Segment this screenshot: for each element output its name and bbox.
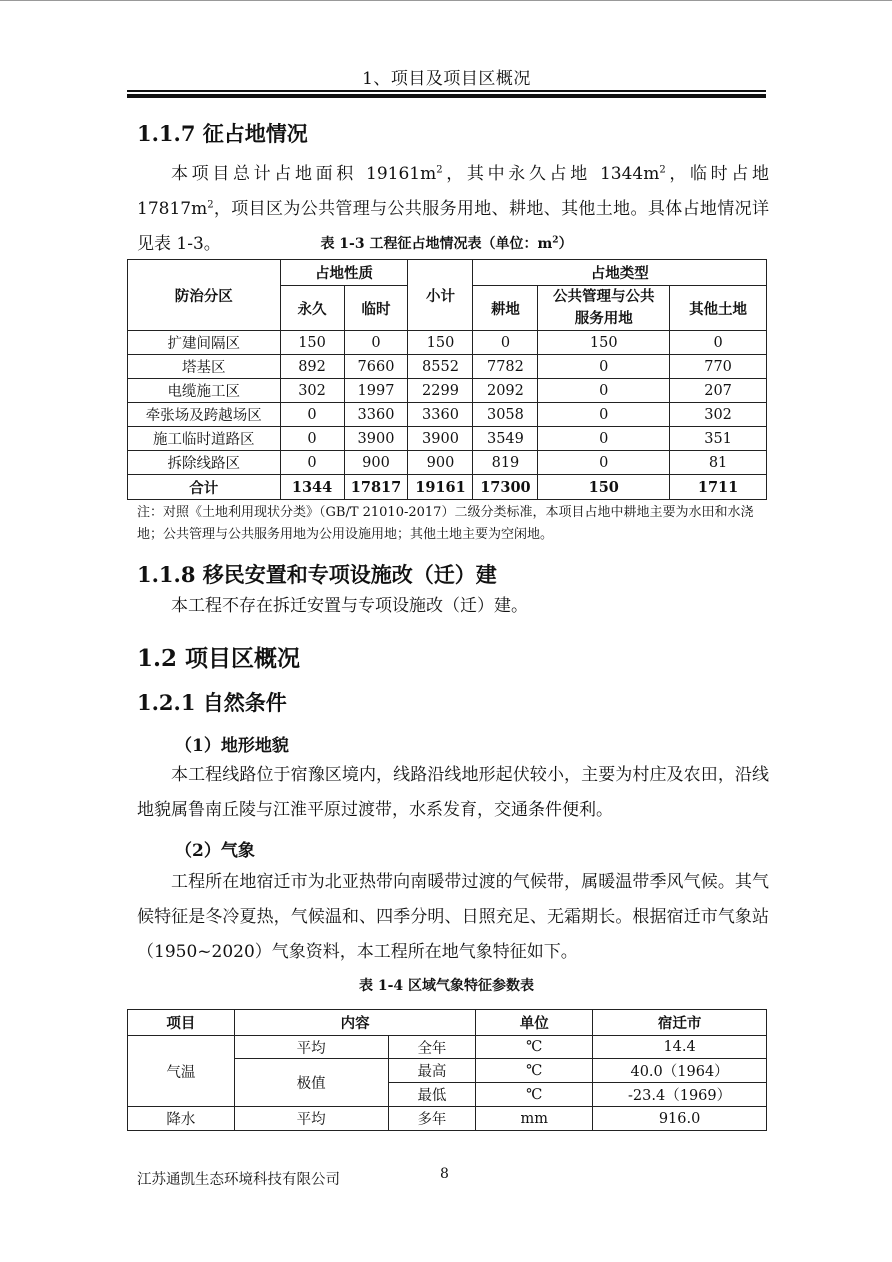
table-cell: 17300 [473, 475, 538, 500]
row-label-precipitation: 降水 [128, 1107, 235, 1131]
table-cell: 平均 [234, 1107, 388, 1131]
table-cell: 最高 [388, 1059, 476, 1083]
col-header-temporary: 临时 [344, 286, 408, 331]
table-cell: 合计 [128, 475, 281, 500]
table-cell: 3360 [408, 403, 473, 427]
table-cell: 7660 [344, 355, 408, 379]
table-cell: ℃ [476, 1036, 593, 1059]
superscript: 2 [659, 164, 666, 176]
col-header-subtotal: 小计 [408, 260, 473, 331]
table-cell: 1344 [280, 475, 344, 500]
row-label: 电缆施工区 [128, 379, 281, 403]
table-cell: 7782 [473, 355, 538, 379]
table-cell: 0 [280, 427, 344, 451]
table-cell: 0 [538, 427, 670, 451]
text-run: ，临时占地 17817m [137, 164, 770, 219]
table-cell: 351 [670, 427, 767, 451]
table-cell: ℃ [476, 1083, 593, 1107]
table-1-3-caption [127, 233, 766, 253]
col-header-public: 公共管理与公共服务用地 [538, 286, 670, 331]
table-cell: 900 [344, 451, 408, 475]
row-label: 塔基区 [128, 355, 281, 379]
heading-1-1-8: 1.1.8 移民安置和专项设施改（迁）建 [137, 562, 497, 587]
heading-1-2: 1.2 项目区概况 [137, 645, 301, 672]
table-cell: 17817 [344, 475, 408, 500]
table-cell: 1711 [670, 475, 767, 500]
table-cell: 0 [670, 331, 767, 355]
table-cell: -23.4（1969） [593, 1083, 767, 1107]
col-header-nature: 占地性质 [280, 260, 408, 286]
row-label: 施工临时道路区 [128, 427, 281, 451]
table-cell: 3360 [344, 403, 408, 427]
table-cell: 150 [538, 475, 670, 500]
table-cell: 819 [473, 451, 538, 475]
col-header-content: 内容 [234, 1010, 476, 1036]
text-run: ，项目区为公共管理与公共服务用地、耕地、其他土地。具体占地情况详见表 1-3。 [137, 199, 769, 254]
paragraph-resettlement: 本工程不存在拆迁安置与专项设施改（迁）建。 [171, 596, 528, 616]
table-cell: ℃ [476, 1059, 593, 1083]
col-header-farmland: 耕地 [473, 286, 538, 331]
row-label-temperature: 气温 [128, 1036, 235, 1107]
table-cell: 3900 [344, 427, 408, 451]
row-label: 牵张场及跨越场区 [128, 403, 281, 427]
row-label: 拆除线路区 [128, 451, 281, 475]
header-rule-thick [127, 94, 766, 98]
table-cell: 0 [344, 331, 408, 355]
table-cell: 平均 [234, 1036, 388, 1059]
table-row [128, 331, 767, 355]
caption-prefix: 表 1-3 工程征占地情况表（单位：m [320, 236, 553, 252]
table-row [128, 427, 767, 451]
table-cell: 8552 [408, 355, 473, 379]
table-cell: 302 [670, 403, 767, 427]
table-cell: 0 [538, 403, 670, 427]
table-cell: 全年 [388, 1036, 476, 1059]
table-cell: 81 [670, 451, 767, 475]
col-header-other: 其他土地 [670, 286, 767, 331]
col-header-city: 宿迁市 [593, 1010, 767, 1036]
table-row [128, 403, 767, 427]
caption-suffix: ） [558, 236, 573, 252]
subheading-climate: （2）气象 [175, 841, 255, 861]
row-label: 扩建间隔区 [128, 331, 281, 355]
col-header-type: 占地类型 [473, 260, 767, 286]
table-land-occupation [127, 259, 767, 500]
table-cell: 2092 [473, 379, 538, 403]
paragraph-terrain: 本工程线路位于宿豫区境内，线路沿线地形起伏较小，主要为村庄及农田，沿线地貌属鲁南丘陵与江淮平原过渡带，水系发育，交通条件便利。 [137, 765, 769, 820]
table-cell: 0 [538, 451, 670, 475]
running-header: 1、项目及项目区概况 [362, 69, 531, 89]
table-cell: mm [476, 1107, 593, 1131]
table-cell: 0 [538, 355, 670, 379]
table-cell: 207 [670, 379, 767, 403]
table-note: 注：对照《土地利用现状分类》（GB/T 21010-2017）二级分类标准，本项目占地中耕地主要为水田和水浇地；公共管理与公共服务用地为公用设施用地；其他土地主要为空闲地。 [137, 505, 754, 542]
table-cell: 0 [280, 403, 344, 427]
page-number: 8 [440, 1166, 449, 1182]
table-cell: 3058 [473, 403, 538, 427]
table-cell: 3549 [473, 427, 538, 451]
col-header-permanent: 永久 [280, 286, 344, 331]
table-cell: 14.4 [593, 1036, 767, 1059]
table-row [128, 451, 767, 475]
paragraph-climate: 工程所在地宿迁市为北亚热带向南暖带过渡的气候带，属暖温带季风气候。其气候特征是冬冷夏热，气候温和、四季分明、日照充足、无霜期长。根据宿迁市气象站（1950~2020）气象资料，本工程所在地气象特征如下。 [137, 872, 769, 962]
table-cell: 多年 [388, 1107, 476, 1131]
table-climate [127, 1009, 767, 1131]
table-row [128, 355, 767, 379]
table-cell: 302 [280, 379, 344, 403]
superscript: 2 [207, 199, 214, 211]
table-cell: 150 [280, 331, 344, 355]
page-top-border [0, 0, 892, 1]
table-cell: 3900 [408, 427, 473, 451]
table-1-4-caption: 表 1-4 区域气象特征参数表 [358, 978, 535, 994]
table-cell: 892 [280, 355, 344, 379]
col-header-zone: 防治分区 [128, 260, 281, 331]
heading-1-1-7: 1.1.7 征占地情况 [137, 121, 308, 146]
table-cell: 0 [280, 451, 344, 475]
table-cell: 40.0（1964） [593, 1059, 767, 1083]
table-cell: 2299 [408, 379, 473, 403]
table-row [128, 379, 767, 403]
table-cell: 150 [408, 331, 473, 355]
table-cell: 最低 [388, 1083, 476, 1107]
table-cell: 900 [408, 451, 473, 475]
superscript: 2 [436, 164, 443, 176]
footer-company: 江苏通凯生态环境科技有限公司 [137, 1172, 340, 1188]
col-header-item: 项目 [128, 1010, 235, 1036]
table-cell: 770 [670, 355, 767, 379]
table-cell: 0 [538, 379, 670, 403]
text-run: 本项目总计占地面积 19161m [171, 164, 437, 184]
header-rule-thin [127, 90, 766, 92]
table-cell: 1997 [344, 379, 408, 403]
subheading-terrain: （1）地形地貌 [175, 736, 289, 756]
table-cell: 0 [473, 331, 538, 355]
heading-1-2-1: 1.2.1 自然条件 [137, 690, 287, 715]
table-cell: 150 [538, 331, 670, 355]
caption-sup: 2 [552, 235, 559, 246]
table-cell: 19161 [408, 475, 473, 500]
table-total-row [128, 475, 767, 500]
text-run: ，其中永久占地 1344m [442, 164, 660, 184]
table-cell: 916.0 [593, 1107, 767, 1131]
table-cell: 极值 [234, 1059, 388, 1107]
col-header-unit: 单位 [476, 1010, 593, 1036]
